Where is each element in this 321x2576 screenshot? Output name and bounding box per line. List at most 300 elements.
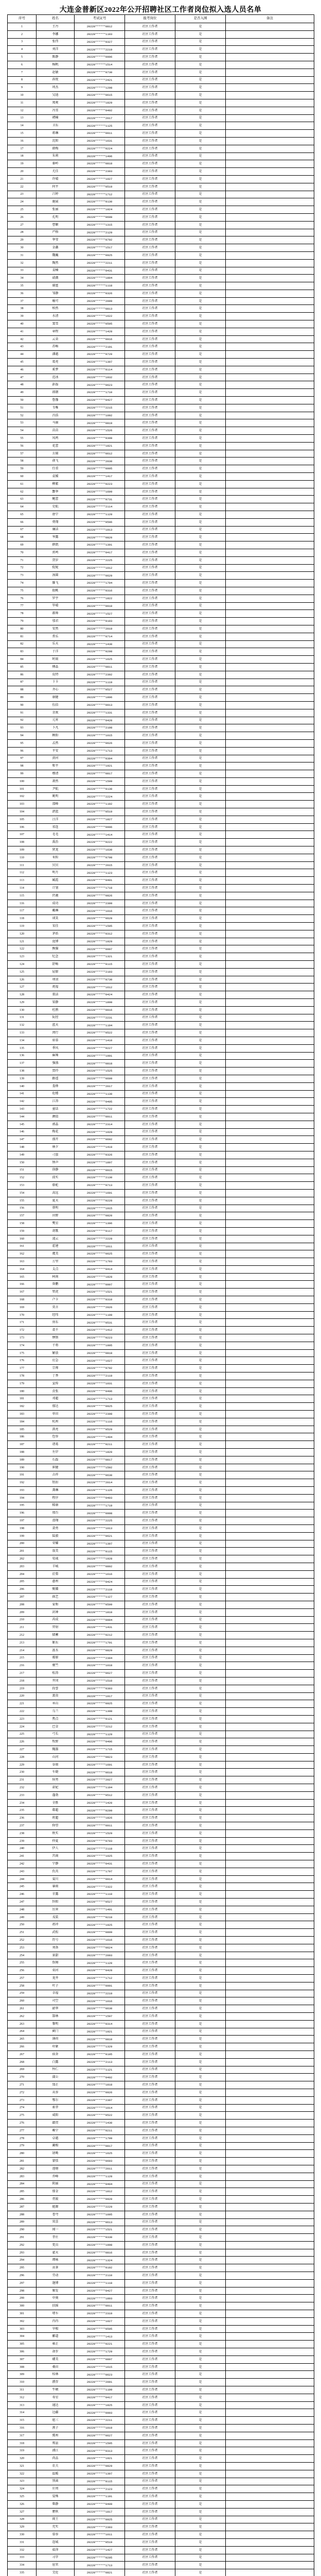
cell-position: 社区工作者 — [125, 2249, 175, 2257]
cell-exam-id: 20220******0527 — [75, 686, 125, 694]
cell-exam-id: 20220******2014 — [75, 1479, 125, 1487]
cell-shortlisted: 是 — [175, 1319, 226, 1327]
table-row — [8, 1715, 314, 1723]
cell-index: 225 — [8, 1731, 37, 1738]
table-row — [8, 297, 314, 305]
cell-name: 申奥 — [37, 2295, 75, 2302]
cell-name: 宗师 — [37, 1365, 75, 1372]
cell-index: 261 — [8, 2005, 37, 2013]
cell-remarks — [226, 404, 314, 412]
cell-remarks — [226, 1677, 314, 1685]
cell-index: 4 — [8, 46, 37, 54]
cell-exam-id: 20220******1601 — [75, 1761, 125, 1769]
cell-position: 社区工作者 — [125, 496, 175, 503]
cell-shortlisted: 是 — [175, 1601, 226, 1608]
cell-position: 社区工作者 — [125, 2165, 175, 2173]
cell-shortlisted: 是 — [175, 1548, 226, 1555]
cell-index: 164 — [8, 1265, 37, 1273]
cell-index: 14 — [8, 122, 37, 130]
cell-remarks — [226, 984, 314, 991]
cell-exam-id: 20220******0926 — [75, 2089, 125, 2096]
cell-remarks — [226, 518, 314, 526]
table-row — [8, 2005, 314, 2013]
table-row — [8, 1258, 314, 1266]
cell-shortlisted: 是 — [175, 1594, 226, 1601]
cell-shortlisted: 是 — [175, 465, 226, 473]
cell-index: 131 — [8, 1014, 37, 1022]
cell-exam-id: 20220******1826 — [75, 1815, 125, 1822]
cell-name: 党员 — [37, 2241, 75, 2249]
table-row — [8, 2562, 314, 2569]
cell-exam-id: 20220******0603 — [75, 2158, 125, 2165]
table-row — [8, 1449, 314, 1456]
cell-position: 社区工作者 — [125, 1037, 175, 1044]
cell-shortlisted: 是 — [175, 511, 226, 519]
table-row — [8, 1311, 314, 1319]
cell-name: 贡茶 — [37, 2264, 75, 2272]
table-row — [8, 2508, 314, 2516]
cell-remarks — [226, 541, 314, 549]
cell-shortlisted: 是 — [175, 1082, 226, 1090]
cell-exam-id: 20220******0925 — [75, 251, 125, 259]
cell-exam-id: 20220******0913 — [75, 701, 125, 709]
cell-remarks — [226, 1540, 314, 1548]
cell-name: 却步 — [37, 2348, 75, 2356]
cell-position: 社区工作者 — [125, 435, 175, 443]
table-row — [8, 2379, 314, 2386]
cell-remarks — [226, 1372, 314, 1380]
cell-remarks — [226, 1380, 314, 1387]
table-row — [8, 869, 314, 877]
cell-remarks — [226, 572, 314, 580]
cell-index: 193 — [8, 1487, 37, 1495]
cell-shortlisted: 是 — [175, 999, 226, 1007]
cell-name: 农夫 — [37, 2463, 75, 2470]
table-row — [8, 1189, 314, 1197]
cell-name: 崔健 — [37, 1464, 75, 1471]
cell-position: 社区工作者 — [125, 1342, 175, 1349]
cell-index: 141 — [8, 1090, 37, 1098]
cell-position: 社区工作者 — [125, 587, 175, 595]
cell-name: 诸葛 — [37, 1441, 75, 1449]
table-row — [8, 397, 314, 404]
cell-exam-id: 20220******1710 — [75, 389, 125, 397]
table-row — [8, 2196, 314, 2204]
cell-position: 社区工作者 — [125, 953, 175, 961]
cell-position: 社区工作者 — [125, 221, 175, 229]
cell-remarks — [226, 549, 314, 556]
cell-remarks — [226, 1959, 314, 1967]
cell-position: 社区工作者 — [125, 770, 175, 778]
cell-name: 刘洋 — [37, 46, 75, 54]
cell-exam-id: 20220******2123 — [75, 2485, 125, 2493]
cell-shortlisted: 是 — [175, 1624, 226, 1632]
cell-exam-id: 20220******0627 — [75, 2432, 125, 2439]
cell-shortlisted: 是 — [175, 2241, 226, 2249]
cell-remarks — [226, 130, 314, 138]
cell-name: 璩美 — [37, 2355, 75, 2363]
cell-index: 251 — [8, 1929, 37, 1937]
cell-name: 尚品 — [37, 2455, 75, 2463]
cell-name: 巫山 — [37, 1700, 75, 1708]
cell-position: 社区工作者 — [125, 1197, 175, 1205]
cell-index: 329 — [8, 2523, 37, 2531]
cell-exam-id: 20220******0227 — [75, 1044, 125, 1052]
cell-index: 249 — [8, 1913, 37, 1921]
cell-shortlisted: 是 — [175, 1685, 226, 1692]
cell-remarks — [226, 2081, 314, 2089]
cell-exam-id: 20220******1306 — [75, 1220, 125, 1228]
table-row — [8, 808, 314, 816]
cell-exam-id: 20220******2119 — [75, 1372, 125, 1380]
cell-exam-id: 20220******2110 — [75, 2272, 125, 2280]
cell-name: 鄂尔 — [37, 2096, 75, 2104]
cell-exam-id: 20220******2302 — [75, 671, 125, 679]
cell-name: 翟天 — [37, 2249, 75, 2257]
cell-name: 武松 — [37, 1929, 75, 1937]
table-row — [8, 556, 314, 564]
cell-shortlisted: 是 — [175, 236, 226, 244]
table-row — [8, 290, 314, 297]
cell-position: 社区工作者 — [125, 2158, 175, 2165]
cell-name: 郗超 — [37, 1807, 75, 1815]
cell-position: 社区工作者 — [125, 69, 175, 76]
cell-index: 197 — [8, 1517, 37, 1525]
cell-remarks — [226, 2538, 314, 2546]
table-row — [8, 2218, 314, 2226]
cell-shortlisted: 是 — [175, 1060, 226, 1067]
cell-shortlisted: 是 — [175, 732, 226, 740]
table-row — [8, 1677, 314, 1685]
cell-remarks — [226, 1868, 314, 1875]
cell-position: 社区工作者 — [125, 1128, 175, 1136]
cell-exam-id: 20220******1417 — [75, 473, 125, 481]
cell-position: 社区工作者 — [125, 46, 175, 54]
table-row — [8, 1182, 314, 1190]
cell-exam-id: 20220******2001 — [75, 2379, 125, 2386]
cell-index: 331 — [8, 2538, 37, 2546]
cell-position: 社区工作者 — [125, 968, 175, 976]
cell-name: 谭咏 — [37, 2257, 75, 2264]
cell-exam-id: 20220******0720 — [75, 351, 125, 359]
table-row — [8, 122, 314, 130]
cell-remarks — [226, 526, 314, 534]
cell-name: 任重 — [37, 465, 75, 473]
table-row — [8, 732, 314, 740]
cell-position: 社区工作者 — [125, 1433, 175, 1441]
cell-position: 社区工作者 — [125, 1540, 175, 1548]
cell-position: 社区工作者 — [125, 686, 175, 694]
table-row — [8, 2050, 314, 2058]
cell-name: 松涛 — [37, 1670, 75, 1677]
cell-index: 103 — [8, 801, 37, 808]
cell-name: 家和 — [37, 1601, 75, 1608]
table-row — [8, 1906, 314, 1913]
cell-shortlisted: 是 — [175, 1273, 226, 1281]
cell-index: 52 — [8, 412, 37, 419]
cell-exam-id: 20220******1410 — [75, 1037, 125, 1044]
cell-index: 163 — [8, 1258, 37, 1266]
cell-index: 27 — [8, 221, 37, 229]
cell-remarks — [226, 23, 314, 31]
cell-exam-id: 20220******2114 — [75, 503, 125, 511]
cell-exam-id: 20220******1821 — [75, 442, 125, 450]
cell-remarks — [226, 2188, 314, 2196]
cell-exam-id: 20220******0812 — [75, 23, 125, 31]
table-row — [8, 1578, 314, 1586]
cell-index: 139 — [8, 1075, 37, 1082]
cell-index: 319 — [8, 2447, 37, 2455]
table-header — [8, 15, 314, 23]
cell-name: 山河 — [37, 1753, 75, 1761]
cell-remarks — [226, 1136, 314, 1144]
cell-exam-id: 20220******1208 — [75, 84, 125, 92]
cell-name: 路遥 — [37, 1075, 75, 1082]
table-row — [8, 2058, 314, 2066]
table-row — [8, 701, 314, 709]
cell-exam-id: 20220******1828 — [75, 1273, 125, 1281]
cell-name: 甄嬛 — [37, 1586, 75, 1594]
cell-name: 胡歌 — [37, 1227, 75, 1235]
cell-index: 146 — [8, 1128, 37, 1136]
table-row — [8, 549, 314, 556]
cell-remarks — [226, 2036, 314, 2043]
cell-remarks — [226, 1685, 314, 1692]
cell-exam-id: 20220******0404 — [75, 2180, 125, 2188]
cell-exam-id: 20220******1818 — [75, 1608, 125, 1616]
cell-remarks — [226, 2241, 314, 2249]
table-row — [8, 1670, 314, 1677]
table-row — [8, 785, 314, 793]
cell-position: 社区工作者 — [125, 801, 175, 808]
cell-exam-id: 20220******0904 — [75, 1616, 125, 1624]
cell-shortlisted: 是 — [175, 1433, 226, 1441]
cell-remarks — [226, 2546, 314, 2554]
cell-exam-id: 20220******0920 — [75, 2196, 125, 2204]
cell-index: 202 — [8, 1555, 37, 1563]
table-row — [8, 465, 314, 473]
cell-name: 闵行 — [37, 1029, 75, 1037]
cell-shortlisted: 是 — [175, 1441, 226, 1449]
table-row — [8, 412, 314, 419]
table-row — [8, 2127, 314, 2134]
cell-shortlisted: 是 — [175, 23, 226, 31]
cell-position: 社区工作者 — [125, 2379, 175, 2386]
cell-position: 社区工作者 — [125, 2401, 175, 2409]
cell-exam-id: 20220******0925 — [75, 1700, 125, 1708]
cell-position: 社区工作者 — [125, 1365, 175, 1372]
table-row — [8, 1151, 314, 1159]
cell-index: 243 — [8, 1868, 37, 1875]
cell-name: 颜值 — [37, 1113, 75, 1121]
cell-position: 社区工作者 — [125, 1136, 175, 1144]
table-row — [8, 1418, 314, 1426]
cell-name: 张丽 — [37, 206, 75, 214]
cell-name: 宋佳 — [37, 923, 75, 930]
cell-name: 尹航 — [37, 785, 75, 793]
cell-remarks — [226, 717, 314, 724]
table-row — [8, 1860, 314, 1868]
cell-exam-id: 20220******1120 — [75, 1959, 125, 1967]
cell-remarks — [226, 1723, 314, 1731]
cell-name: 茅盾 — [37, 930, 75, 938]
cell-exam-id: 20220******1829 — [75, 99, 125, 107]
cell-exam-id: 20220******1018 — [75, 1662, 125, 1670]
cell-index: 35 — [8, 282, 37, 290]
header-row — [8, 15, 314, 23]
cell-remarks — [226, 1807, 314, 1815]
cell-shortlisted: 是 — [175, 145, 226, 152]
cell-shortlisted: 是 — [175, 694, 226, 702]
cell-remarks — [226, 2386, 314, 2394]
cell-exam-id: 20220******1027 — [75, 2317, 125, 2325]
table-row — [8, 1517, 314, 1525]
cell-index: 306 — [8, 2348, 37, 2356]
cell-name: 印象 — [37, 2043, 75, 2051]
cell-exam-id: 20220******1321 — [75, 953, 125, 961]
table-row — [8, 1273, 314, 1281]
cell-shortlisted: 是 — [175, 1227, 226, 1235]
cell-name: 卞卡 — [37, 679, 75, 686]
cell-remarks — [226, 907, 314, 915]
cell-index: 91 — [8, 709, 37, 717]
table-row — [8, 1060, 314, 1067]
cell-name: 滑翔 — [37, 1517, 75, 1525]
cell-exam-id: 20220******1505 — [75, 2439, 125, 2447]
cell-shortlisted: 是 — [175, 1738, 226, 1746]
cell-name: 朱莉 — [37, 152, 75, 160]
cell-shortlisted: 是 — [175, 1265, 226, 1273]
cell-remarks — [226, 2432, 314, 2439]
cell-exam-id: 20220******0428 — [75, 1967, 125, 1975]
cell-remarks — [226, 2455, 314, 2463]
cell-remarks — [226, 656, 314, 664]
cell-remarks — [226, 1090, 314, 1098]
cell-position: 社区工作者 — [125, 556, 175, 564]
cell-index: 60 — [8, 473, 37, 481]
table-row — [8, 1471, 314, 1479]
cell-position: 社区工作者 — [125, 2241, 175, 2249]
cell-position: 社区工作者 — [125, 160, 175, 168]
cell-index: 240 — [8, 1845, 37, 1853]
cell-name: 储蓄 — [37, 1632, 75, 1639]
table-row — [8, 2120, 314, 2127]
cell-position: 社区工作者 — [125, 701, 175, 709]
cell-index: 309 — [8, 2371, 37, 2379]
cell-name: 韶华 — [37, 2005, 75, 2013]
table-row — [8, 2158, 314, 2165]
cell-index: 291 — [8, 2234, 37, 2242]
cell-exam-id: 20220******0905 — [75, 465, 125, 473]
cell-name: 赖宁 — [37, 2127, 75, 2134]
cell-remarks — [226, 1411, 314, 1418]
cell-exam-id: 20220******0916 — [75, 335, 125, 343]
table-row — [8, 54, 314, 61]
cell-index: 70 — [8, 549, 37, 556]
cell-exam-id: 20220******1014 — [75, 2104, 125, 2112]
cell-shortlisted: 是 — [175, 1875, 226, 1883]
cell-name: 钭阳 — [37, 1899, 75, 1906]
cell-position: 社区工作者 — [125, 2058, 175, 2066]
cell-name: 纪念 — [37, 953, 75, 961]
cell-name: 昝鹏 — [37, 1281, 75, 1289]
cell-remarks — [226, 1342, 314, 1349]
cell-name: 翁美 — [37, 1548, 75, 1555]
cell-position: 社区工作者 — [125, 1113, 175, 1121]
table-row — [8, 1891, 314, 1899]
cell-position: 社区工作者 — [125, 2439, 175, 2447]
cell-index: 256 — [8, 1967, 37, 1975]
table-row — [8, 1937, 314, 1944]
cell-name: 程序 — [37, 1494, 75, 1502]
cell-shortlisted: 是 — [175, 1235, 226, 1243]
cell-position: 社区工作者 — [125, 823, 175, 831]
cell-position: 社区工作者 — [125, 320, 175, 328]
table-row — [8, 1990, 314, 1997]
cell-remarks — [226, 1632, 314, 1639]
cell-remarks — [226, 2226, 314, 2234]
cell-name: 韦唯 — [37, 404, 75, 412]
cell-position: 社区工作者 — [125, 831, 175, 839]
cell-shortlisted: 是 — [175, 1555, 226, 1563]
cell-exam-id: 20220******0224 — [75, 145, 125, 152]
cell-shortlisted: 是 — [175, 2538, 226, 2546]
cell-index: 93 — [8, 724, 37, 732]
cell-remarks — [226, 1174, 314, 1182]
cell-index: 18 — [8, 152, 37, 160]
cell-position: 社区工作者 — [125, 1014, 175, 1022]
cell-exam-id: 20220******1913 — [75, 526, 125, 534]
cell-shortlisted: 是 — [175, 1937, 226, 1944]
cell-position: 社区工作者 — [125, 419, 175, 427]
cell-shortlisted: 是 — [175, 1037, 226, 1044]
cell-remarks — [226, 679, 314, 686]
cell-exam-id: 20220******0916 — [75, 1006, 125, 1014]
cell-shortlisted: 是 — [175, 2295, 226, 2302]
cell-name: 熊猫 — [37, 945, 75, 953]
cell-remarks — [226, 2394, 314, 2401]
cell-shortlisted: 是 — [175, 1845, 226, 1853]
cell-exam-id: 20220******1128 — [75, 511, 125, 519]
cell-remarks — [226, 1975, 314, 1982]
cell-index: 312 — [8, 2394, 37, 2401]
cell-exam-id: 20220******2030 — [75, 457, 125, 465]
cell-shortlisted: 是 — [175, 2188, 226, 2196]
cell-shortlisted: 是 — [175, 556, 226, 564]
table-row — [8, 1776, 314, 1784]
cell-index: 94 — [8, 732, 37, 740]
cell-position: 社区工作者 — [125, 1487, 175, 1495]
cell-name: 雍正 — [37, 2341, 75, 2348]
cell-remarks — [226, 465, 314, 473]
cell-exam-id: 20220******1430 — [75, 2120, 125, 2127]
cell-shortlisted: 是 — [175, 1532, 226, 1540]
cell-shortlisted: 是 — [175, 526, 226, 534]
cell-shortlisted: 是 — [175, 777, 226, 785]
cell-index: 302 — [8, 2317, 37, 2325]
cell-name: 卜凡 — [37, 724, 75, 732]
cell-index: 254 — [8, 1952, 37, 1959]
cell-position: 社区工作者 — [125, 2546, 175, 2554]
cell-shortlisted: 是 — [175, 2005, 226, 2013]
cell-remarks — [226, 1166, 314, 1174]
cell-exam-id: 20220******1929 — [75, 938, 125, 945]
cell-remarks — [226, 2371, 314, 2379]
cell-shortlisted: 是 — [175, 1044, 226, 1052]
cell-remarks — [226, 427, 314, 435]
cell-index: 59 — [8, 465, 37, 473]
table-row — [8, 1319, 314, 1327]
